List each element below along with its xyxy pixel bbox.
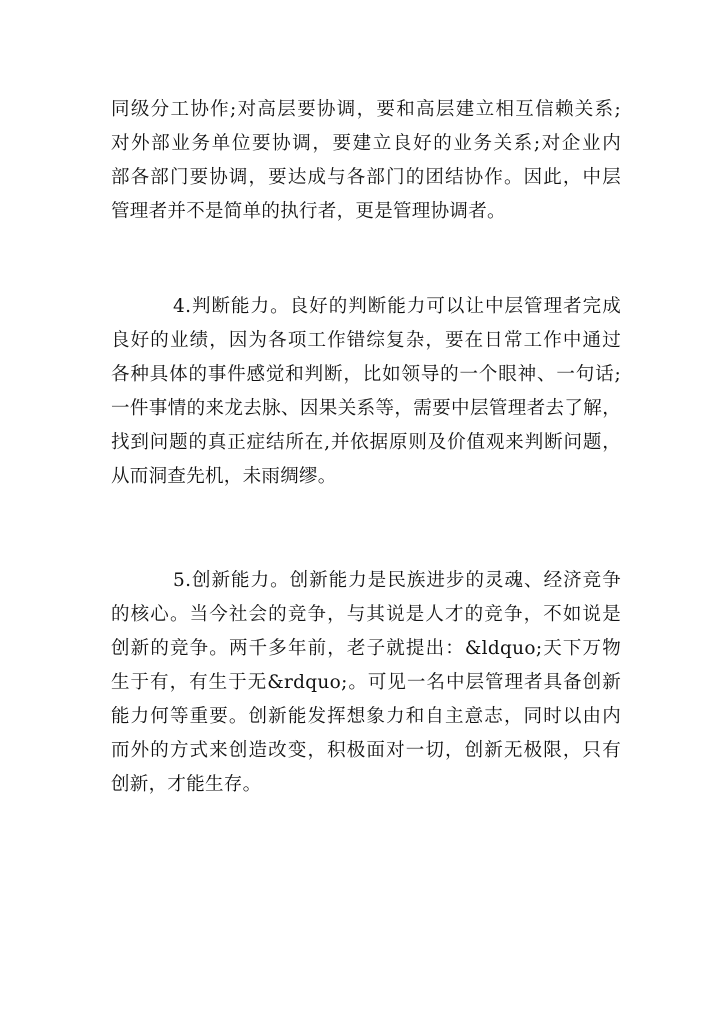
paragraph-line: 而外的方式来创造改变，积极面对一切，创新无极限，只有 [111, 740, 621, 761]
paragraph-line: 5.创新能力。创新能力是民族进步的灵魂、经济竞争 [173, 570, 621, 591]
paragraph-line: 同级分工协作;对高层要协调，要和高层建立相互信赖关系; [111, 99, 621, 120]
paragraph-line: 对外部业务单位要协调，要建立良好的业务关系;对企业内 [111, 133, 621, 154]
paragraph-line: 创新，才能生存。 [111, 774, 262, 795]
paragraph-line: 生于有，有生于无&rdquo;。可见一名中层管理者具备创新 [111, 672, 621, 693]
paragraph-line: 各种具体的事件感觉和判断，比如领导的一个眼神、一句话; [111, 364, 621, 385]
paragraph-line: 部各部门要协调，要达成与各部门的团结协作。因此，中层 [111, 167, 621, 188]
paragraph-line: 找到问题的真正症结所在,并依据原则及价值观来判断问题， [111, 432, 621, 453]
paragraph-line: 良好的业绩，因为各项工作错综复杂，要在日常工作中通过 [111, 330, 621, 351]
paragraph-line: 的核心。当今社会的竞争，与其说是人才的竞争，不如说是 [111, 604, 621, 625]
paragraph-coordination-continued [111, 93, 621, 229]
paragraph-line: 创新的竞争。两千多年前，老子就提出：&ldquo;天下万物 [111, 638, 621, 659]
paragraph-line: 能力何等重要。创新能发挥想象力和自主意志，同时以由内 [111, 706, 621, 727]
paragraph-line: 管理者并不是简单的执行者，更是管理协调者。 [111, 201, 506, 222]
paragraph-line: 一件事情的来龙去脉、因果关系等，需要中层管理者去了解， [111, 398, 621, 419]
paragraph-innovation-ability [111, 564, 621, 802]
paragraph-line: 从而洞查先机，未雨绸缪。 [111, 466, 337, 487]
paragraph-judgment-ability [111, 290, 621, 494]
paragraph-line: 4.判断能力。良好的判断能力可以让中层管理者完成 [173, 296, 621, 317]
